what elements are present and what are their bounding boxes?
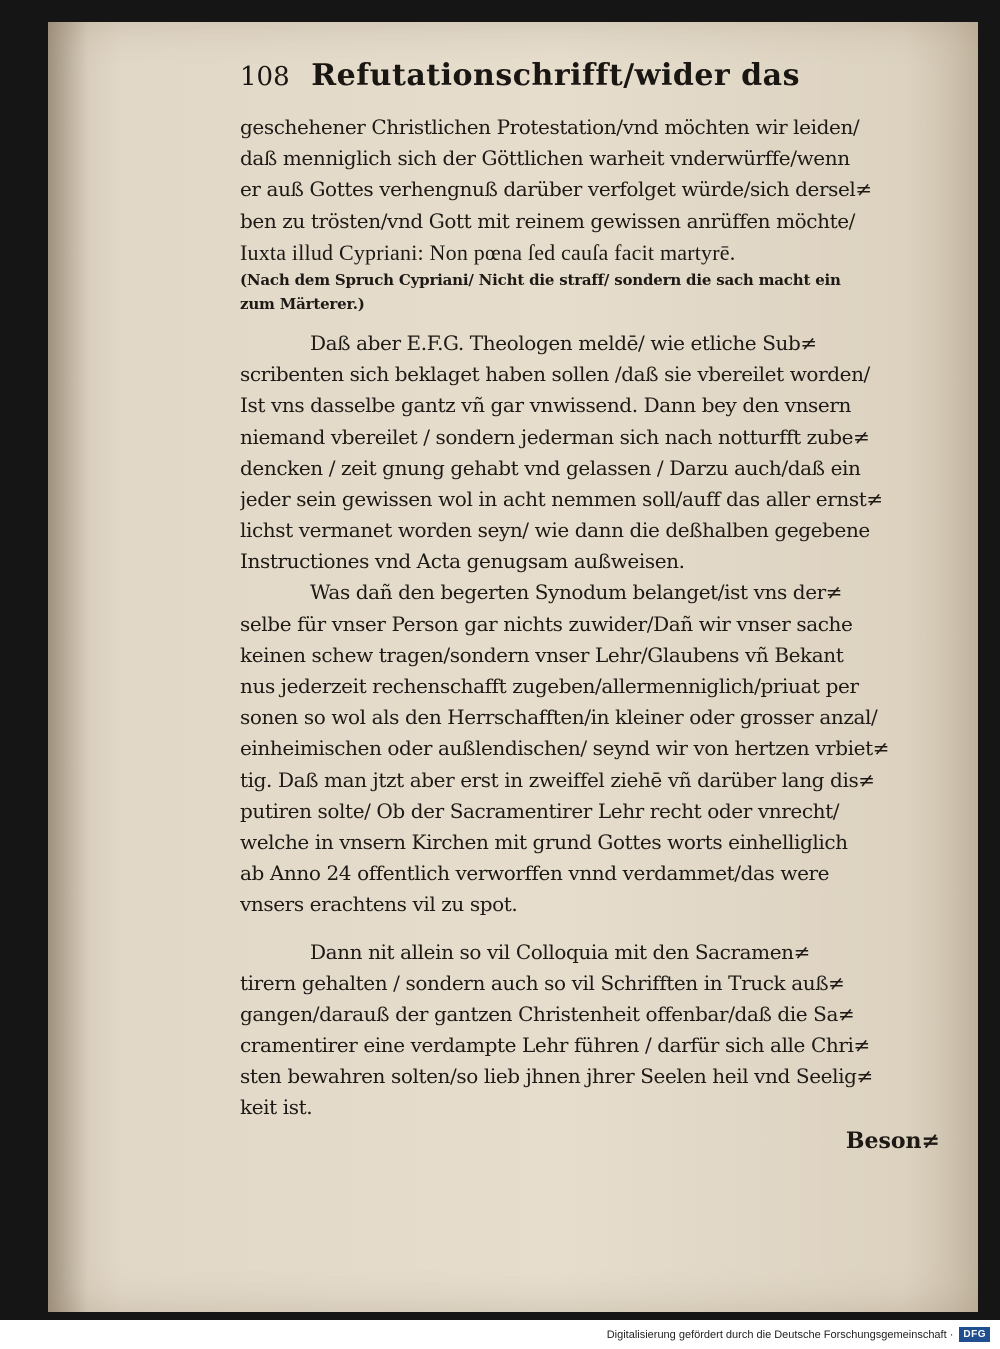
text-line: lichst vermanet worden seyn/ wie dann die deßhalben gegebene — [240, 518, 870, 543]
paragraph-gap — [240, 316, 940, 328]
latin-quote-line: Iuxta illud Cypriani: Non pœna ſed cauſa facit martyrē. — [240, 239, 736, 265]
page-number: 108 — [240, 62, 290, 92]
text-line: er auß Gottes verhengnuß darüber verfolget würde/sich dersel≠ — [240, 177, 872, 202]
text-line: Instructiones vnd Acta genugsam außweisen. — [240, 549, 685, 574]
text-line: tig. Daß man jtzt aber erst in zweiffel ziehē vñ darüber lang dis≠ — [240, 767, 875, 792]
catchword: Beson≠ — [845, 1128, 940, 1154]
footer-credit: Digitalisierung gefördert durch die Deutsche Forschungsgemeinschaft · — [606, 1328, 954, 1341]
text-line: Dann nit allein so vil Colloquia mit den Sacramen≠ — [310, 939, 810, 964]
text-line: Daß aber E.F.G. Theologen meldē/ wie etliche Sub≠ — [310, 330, 817, 355]
text-line: jeder sein gewissen wol in acht nemmen soll/auff das aller ernst≠ — [240, 486, 883, 511]
text-line: tirern gehalten / sondern auch so vil Schrifften in Truck auß≠ — [240, 970, 845, 995]
text-line: scribenten sich beklaget haben sollen /daß sie vbereilet worden/ — [240, 362, 870, 387]
text-line: daß menniglich sich der Göttlichen warheit vnderwürffe/wenn — [240, 146, 850, 171]
dfg-logo: DFG — [959, 1327, 990, 1342]
text-line: keinen schew tragen/sondern vnser Lehr/Glaubens vñ Bekant — [240, 642, 844, 667]
translation-note-line: (Nach dem Spruch Cypriani/ Nicht die straff/ sondern die sach macht ein — [240, 270, 841, 289]
text-block — [240, 112, 940, 1124]
text-line: ben zu trösten/vnd Gott mit reinem gewissen anrüffen möchte/ — [240, 208, 856, 233]
page-header — [240, 58, 800, 93]
text-line: selbe für vnser Person gar nichts zuwider/Dañ wir vnser sache — [240, 611, 853, 636]
text-line: putiren solte/ Ob der Sacramentirer Lehr recht oder vnrecht/ — [240, 798, 840, 823]
text-line: cramentirer eine verdampte Lehr führen / darfür sich alle Chri≠ — [240, 1033, 870, 1058]
footer-bar — [0, 1320, 1000, 1349]
text-line: sten bewahren solten/so lieb jhnen jhrer Seelen heil vnd Seelig≠ — [240, 1064, 873, 1089]
paragraph-gap — [240, 921, 940, 937]
translation-note-line: zum Märterer.) — [240, 294, 365, 313]
text-line: sonen so wol als den Herrschafften/in kleiner oder grosser anzal/ — [240, 705, 878, 730]
text-line: einheimischen oder außlendischen/ seynd wir von hertzen vrbiet≠ — [240, 736, 890, 761]
text-line: welche in vnsern Kirchen mit grund Gottes worts einhelliglich — [240, 829, 848, 854]
text-line: Was dañ den begerten Synodum belanget/ist vns der≠ — [310, 580, 843, 605]
text-line: dencken / zeit gnung gehabt vnd gelassen / Darzu auch/daß ein — [240, 455, 861, 480]
text-line: vnsers erachtens vil zu spot. — [240, 892, 518, 917]
text-line: niemand vbereilet / sondern jederman sich nach notturfft zube≠ — [240, 424, 870, 449]
text-line: gangen/darauß der gantzen Christenheit offenbar/daß die Sa≠ — [240, 1001, 855, 1026]
running-title: Refutationschrifft/wider das — [311, 58, 800, 93]
text-line: geschehener Christlichen Protestation/vnd möchten wir leiden/ — [240, 115, 860, 139]
text-line: nus jederzeit rechenschafft zugeben/allermenniglich/priuat per — [240, 674, 859, 698]
text-line: ab Anno 24 offentlich verworffen vnnd verdammet/das were — [240, 861, 830, 886]
text-line: keit ist. — [240, 1095, 313, 1120]
text-line: Ist vns dasselbe gantz vñ gar vnwissend. Dann bey den vnsern — [240, 393, 851, 418]
page-gutter-shadow — [48, 22, 88, 1312]
